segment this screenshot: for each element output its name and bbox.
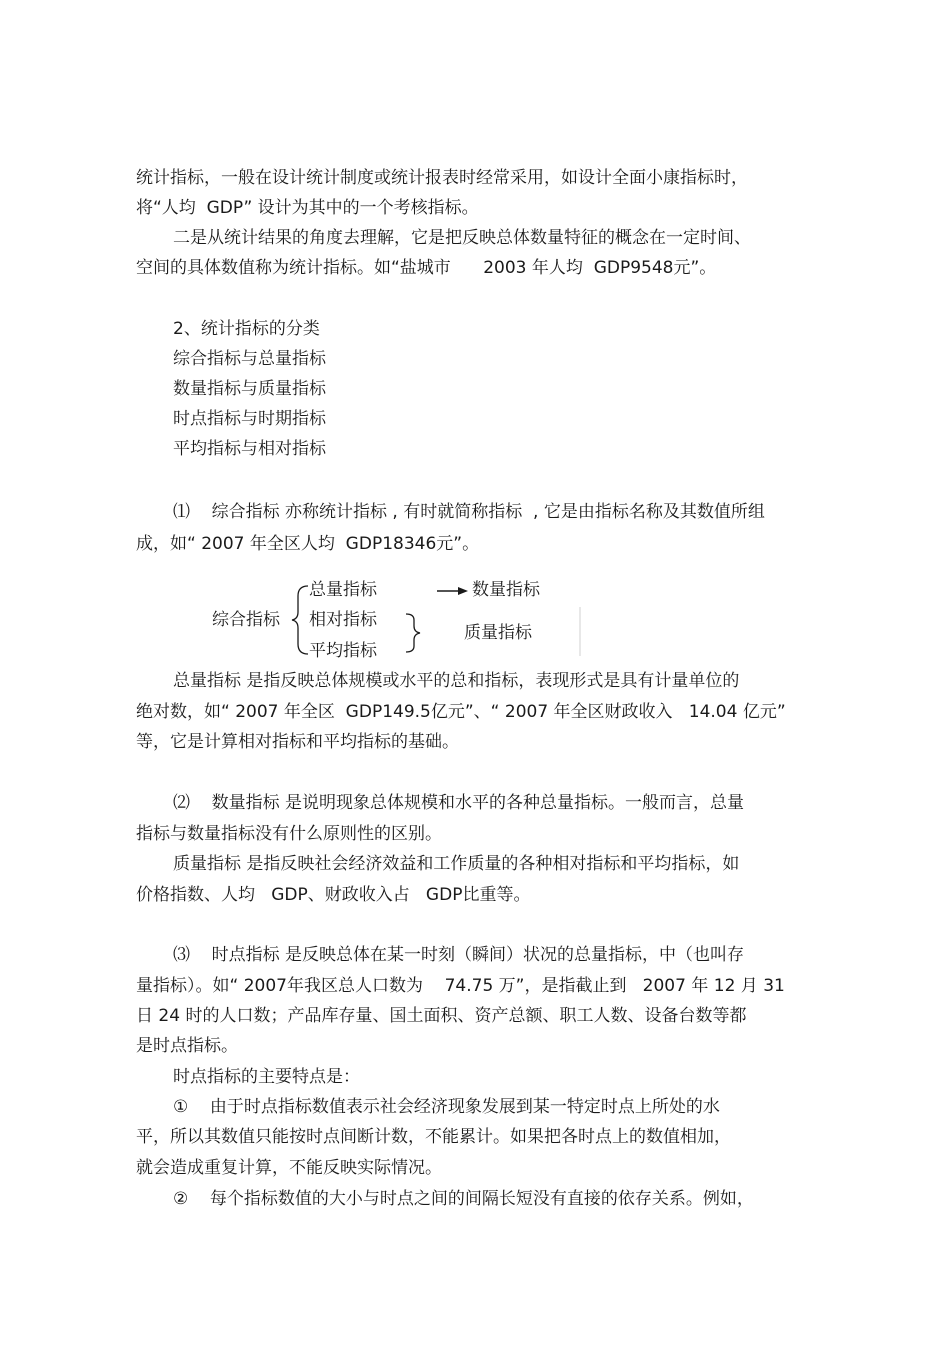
right-brace [406, 614, 420, 652]
list-item: 平均指标与相对指标 [173, 439, 326, 459]
text-line: 平，所以其数值只能按时点间断计数，不能累计。如果把各时点上的数值相加， [136, 1127, 731, 1147]
text-line: ⑴ 综合指标 亦称统计指标 , 有时就简称指标 , 它是由指标名称及其数值所组 [173, 502, 765, 522]
text-line: 总量指标 是指反映总体规模或水平的总和指标，表现形式是具有计量单位的 [173, 671, 740, 691]
text-line: 量指标）。如“ 2007年我区总人口数为 74.75 万”，是指截止到 2007 年 12 月 31 [136, 976, 785, 996]
text-line: 二是从统计结果的角度去理解，它是把反映总体数量特征的概念在一定时间、 [173, 228, 751, 248]
text-line: 时点指标的主要特点是： [173, 1067, 360, 1087]
text-line: 是时点指标。 [136, 1036, 238, 1056]
section-heading: 2、统计指标的分类 [173, 319, 320, 339]
list-item: 数量指标与质量指标 [173, 379, 326, 399]
text-line: 绝对数，如“ 2007 年全区 GDP149.5亿元”、“ 2007 年全区财政收入 14.04 亿元” [136, 702, 786, 722]
diagram-branch: 平均指标 [309, 641, 377, 661]
text-line: 成，如“ 2007 年全区人均 GDP18346元”。 [136, 534, 480, 554]
diagram-target-quantity: 数量指标 [472, 580, 540, 600]
text-line: ⑶ 时点指标 是反映总体在某一时刻（瞬间）状况的总量指标，中（也叫存 [173, 945, 745, 965]
list-item: 时点指标与时期指标 [173, 409, 326, 429]
text-line: ⑵ 数量指标 是说明现象总体规模和水平的各种总量指标。一般而言，总量 [173, 793, 745, 813]
diagram-branch: 相对指标 [309, 610, 377, 630]
text-line: 将“人均 GDP” 设计为其中的一个考核指标。 [136, 198, 479, 218]
list-item: 综合指标与总量指标 [173, 349, 326, 369]
diagram-root: 综合指标 [212, 610, 280, 630]
text-line: 等，它是计算相对指标和平均指标的基础。 [136, 732, 459, 752]
text-line: ② 每个指标数值的大小与时点之间的间隔长短没有直接的依存关系。例如， [173, 1189, 754, 1209]
text-line: 价格指数、人均 GDP、财政收入占 GDP比重等。 [136, 885, 531, 905]
text-line: 空间的具体数值称为统计指标。如“盐城市 2003 年人均 GDP9548元”。 [136, 258, 717, 278]
text-line: 质量指标 是指反映社会经济效益和工作质量的各种相对指标和平均指标，如 [173, 854, 740, 874]
text-line: 指标与数量指标没有什么原则性的区别。 [136, 824, 442, 844]
text-line: 就会造成重复计算，不能反映实际情况。 [136, 1158, 442, 1178]
text-line: 日 24 时的人口数；产品库存量、国土面积、资产总额、职工人数、设备台数等都 [136, 1006, 747, 1026]
left-brace [292, 586, 308, 654]
text-line: ① 由于时点指标数值表示社会经济现象发展到某一特定时点上所处的水 [173, 1097, 720, 1117]
arrow-head [458, 587, 468, 595]
diagram-branch: 总量指标 [309, 580, 377, 600]
text-line: 统计指标，一般在设计统计制度或统计报表时经常采用，如设计全面小康指标时， [136, 168, 748, 188]
diagram-target-quality: 质量指标 [464, 623, 532, 643]
